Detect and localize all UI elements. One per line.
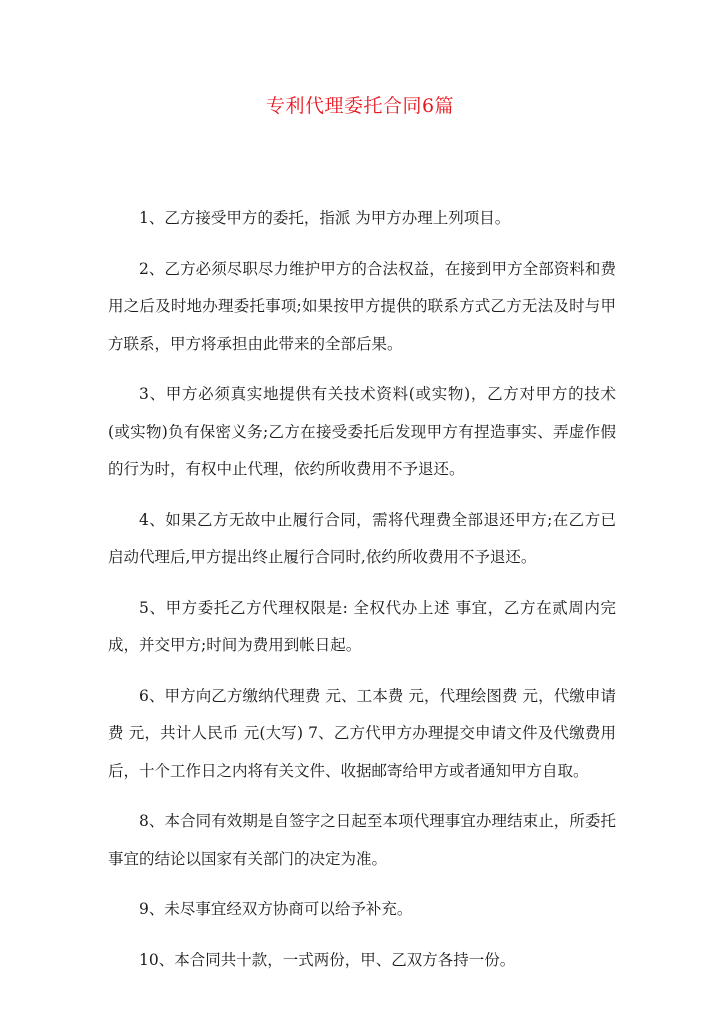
clause-9: 9、未尽事宜经双方协商可以给予补充。: [139, 900, 413, 918]
clause-5: 5、甲方委托乙方代理权限是: 全权代办上述 事宜，乙方在贰周内完成，并交甲方;时间为费用到帐日起。: [108, 598, 616, 654]
clause-2: 2、乙方必须尽职尽力维护甲方的合法权益，在接到甲方全部资料和费用之后及时地办理委托事项;如果按甲方提供的联系方式乙方无法及时与甲方联系，甲方将承担由此带来的全部后果。: [108, 259, 616, 353]
document-body: [108, 200, 616, 992]
clause-4: 4、如果乙方无故中止履行合同，需将代理费全部退还甲方;在乙方已启动代理后,甲方提出终止履行合同时,依约所收费用不予退还。: [108, 510, 616, 566]
document-title: 专利代理委托合同6篇: [265, 95, 455, 117]
clause-1: 1、乙方接受甲方的委托，指派 为甲方办理上列项目。: [139, 209, 511, 227]
clause-10: 10、本合同共十款，一式两份，甲、乙双方各持一份。: [139, 950, 516, 969]
clause-3: 3、甲方必须真实地提供有关技术资料(或实物)，乙方对甲方的技术(或实物)负有保密义务;乙方在接受委托后发现甲方有捏造事实、弄虚作假的行为时，有权中止代理，依约所收费用不予退还。: [108, 385, 616, 478]
clause-8: 8、本合同有效期是自签字之日起至本项代理事宜办理结束止，所委托事宜的结论以国家有关部门的决定为准。: [108, 812, 616, 868]
clause-6-7: 6、甲方向乙方缴纳代理费 元、工本费 元，代理绘图费 元，代缴申请费 元，共计人民币 元(大写) 7、乙方代甲方办理提交申请文件及代缴费用后，十个工作日之内将有关文件、收据邮寄给甲方或者通知甲方自取。: [108, 686, 616, 780]
